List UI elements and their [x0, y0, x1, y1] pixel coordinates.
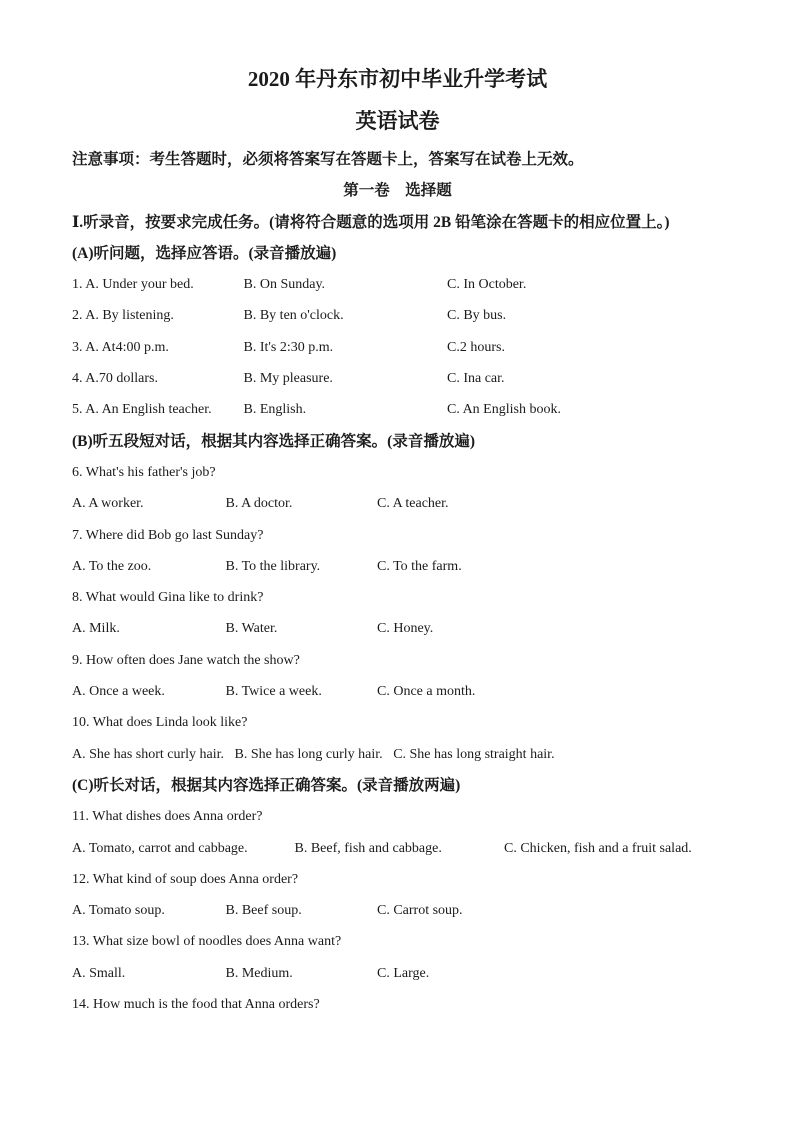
- question-text-q11: 11. What dishes does Anna order?: [72, 809, 263, 825]
- option-c: C. Ina car.: [447, 371, 505, 387]
- question-text-q14: 14. How much is the food that Anna orders?: [72, 997, 320, 1013]
- question-text-q7: 7. Where did Bob go last Sunday?: [72, 527, 264, 543]
- option-c: C. A teacher.: [377, 496, 449, 512]
- volume-title: 第一卷 选择题: [343, 182, 452, 200]
- section-c-heading: (C)听长对话，根据其内容选择正确答案。(录音播放两遍): [72, 776, 461, 794]
- options-row-q5: [72, 394, 723, 425]
- question-text-q9: 9. How often does Jane watch the show?: [72, 652, 300, 668]
- options-row-q11: [72, 833, 723, 864]
- exam-title: 2020 年丹东市初中毕业升学考试: [247, 67, 548, 91]
- option-b: B. Medium.: [225, 965, 293, 981]
- exam-subtitle: 英语试卷: [355, 109, 440, 133]
- options-row-q7: [72, 551, 723, 582]
- notice-line: 注意事项：考生答题时，必须将答案写在答题卡上，答案写在试卷上无效。: [72, 151, 584, 168]
- option-a: 1. A. Under your bed.: [72, 277, 194, 293]
- option-b: B. By ten o'clock.: [243, 308, 344, 324]
- option-c: C. In October.: [447, 277, 527, 293]
- option-b: B. Twice a week.: [225, 684, 322, 700]
- option-c: C. By bus.: [447, 308, 507, 324]
- option-c: C. Chicken, fish and a fruit salad.: [504, 840, 692, 856]
- option-a: A. Milk.: [72, 621, 120, 637]
- option-c: C. Honey.: [377, 621, 434, 637]
- option-c: C. Carrot soup.: [377, 903, 463, 919]
- option-b: B. My pleasure.: [243, 371, 333, 387]
- option-c: C. An English book.: [447, 402, 561, 418]
- option-b: B. Beef soup.: [225, 903, 302, 919]
- option-c: C. She has long straight hair.: [393, 746, 555, 762]
- option-c: C. To the farm.: [377, 558, 462, 574]
- question-text-q6: 6. What's his father's job?: [72, 464, 216, 480]
- option-a: 3. A. At4:00 p.m.: [72, 339, 169, 355]
- option-b: B. A doctor.: [225, 496, 293, 512]
- options-row-q9: [72, 676, 723, 707]
- option-a: A. Tomato, carrot and cabbage.: [72, 840, 248, 856]
- section-b-heading: (B)听五段短对话，根据其内容选择正确答案。(录音播放遍): [72, 432, 475, 450]
- options-row-q4: [72, 363, 723, 394]
- options-row-q6: [72, 488, 723, 519]
- section-a-heading: (A)听问题，选择应答语。(录音播放遍): [72, 244, 337, 262]
- option-b: B. English.: [243, 402, 307, 418]
- option-a: A. Once a week.: [72, 684, 165, 700]
- option-a: A. A worker.: [72, 496, 144, 512]
- option-c: C. Large.: [377, 965, 430, 981]
- options-row-q8: [72, 613, 723, 644]
- option-b: B. On Sunday.: [243, 277, 326, 293]
- options-row-q3: [72, 332, 723, 363]
- option-c: C.2 hours.: [447, 339, 505, 355]
- option-b: B. She has long curly hair.: [234, 746, 383, 762]
- part1-heading: Ⅰ.听录音，按要求完成任务。(请将符合题意的选项用 2B 铅笔涂在答题卡的相应位置上。): [72, 213, 670, 231]
- option-a: 5. A. An English teacher.: [72, 402, 212, 418]
- option-a: 4. A.70 dollars.: [72, 371, 158, 387]
- option-b: B. It's 2:30 p.m.: [243, 339, 334, 355]
- option-a: 2. A. By listening.: [72, 308, 174, 324]
- question-text-q8: 8. What would Gina like to drink?: [72, 590, 264, 606]
- question-text-q12: 12. What kind of soup does Anna order?: [72, 871, 299, 887]
- options-row-q2: [72, 300, 723, 331]
- option-c: C. Once a month.: [377, 684, 476, 700]
- options-row-q12: [72, 895, 723, 926]
- option-a: A. To the zoo.: [72, 558, 152, 574]
- option-b: B. To the library.: [225, 558, 321, 574]
- options-row-q1: [72, 269, 723, 300]
- option-a: A. Tomato soup.: [72, 903, 165, 919]
- question-text-q13: 13. What size bowl of noodles does Anna want?: [72, 934, 342, 950]
- option-b: B. Beef, fish and cabbage.: [294, 840, 442, 856]
- option-b: B. Water.: [225, 621, 278, 637]
- options-row-q13: [72, 958, 723, 989]
- option-a: A. Small.: [72, 965, 126, 981]
- option-a: A. She has short curly hair.: [72, 746, 225, 762]
- options-row-q10: [72, 739, 723, 770]
- question-text-q10: 10. What does Linda look like?: [72, 715, 248, 731]
